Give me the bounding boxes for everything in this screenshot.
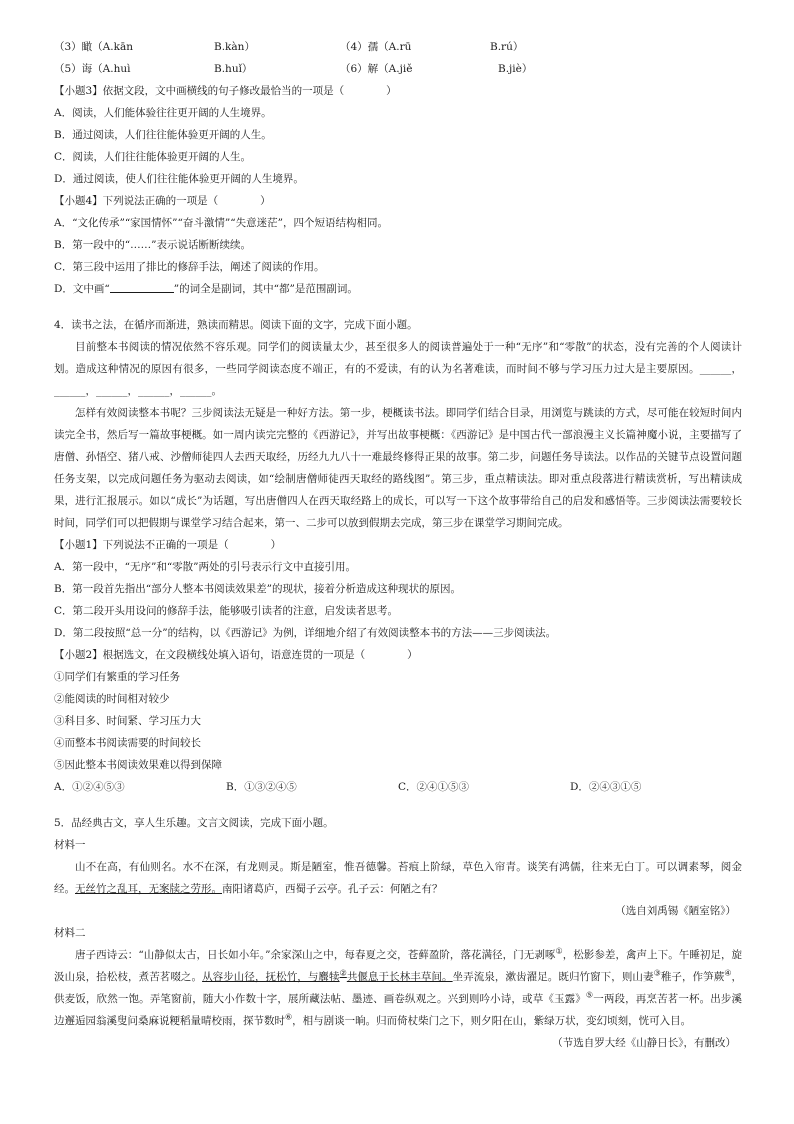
q4-option-c: C．第三段中运用了排比的修辞手法，阐述了阅读的作用。 bbox=[54, 261, 325, 273]
q3-option-d: D．通过阅读，使人们往往能体验更开阔的人生境界。 bbox=[54, 173, 304, 185]
material-2-text bbox=[54, 944, 742, 1032]
note-5: ⑤ bbox=[585, 990, 594, 1000]
q3-stem: 【小题3】依据文段，文中画横线的句子修改最恰当的一项是（ ） bbox=[54, 85, 397, 97]
material-1-title: 材料一 bbox=[54, 839, 86, 851]
s4-q2-item: ⑤因此整本书阅读效果难以得到保障 bbox=[54, 759, 222, 771]
pinyin-5a: （5）诲（A.huì bbox=[54, 63, 131, 75]
note-2: ② bbox=[339, 968, 347, 978]
pinyin-6b: B.jiè） bbox=[498, 63, 533, 75]
pinyin-6a: （6）解（A.jiě bbox=[340, 63, 413, 75]
pinyin-4a: （4）孺（A.rū bbox=[340, 41, 412, 53]
note-3: ③ bbox=[653, 968, 661, 978]
q4-option-b: B．第一段中的“……”表示说话断断续续。 bbox=[54, 239, 251, 251]
section-4-paragraph-2: 怎样有效阅读整本书呢？三步阅读法无疑是一种好方法。第一步，梗概读书法。即同学们结合目录，用浏览与跳读的方式，尽可能在较短时间内读完全书，然后写一篇故事梗概。如一周内读完完整的《西游记》，并写出故事梗概：《西游记》是中国古代一部浪漫主义长篇神魔小说，主要描写了唐僧、孙悟空、猪八戒、沙僧师徒四人去西天取经，历经九九八十一难最终修得正果的故事。第二步，问题任务导读法。以作品的关键节点设置问题任务支架，以完成问题任务为驱动去阅读，如“绘制唐僧师徒西天取经的路线图”。第三步，重点精读法。即对重点段落进行精读赏析，写出精读成果，进行汇报展示。如以“成长”为话题，写出唐僧四人在西天取经路上的成长，可以写一下这个故事带给自己的启发和感悟等。三步阅读法需要较长时间，同学们可以把假期与课堂学习结合起来，第一、二步可以放到假期去完成，第三步在课堂学习期间完成。 bbox=[54, 407, 742, 529]
material-2-text-a: 唐子西诗云：“山静似太古，日长如小年。”余家深山之中，每春夏之交，苍藓盈阶，落花满径，门无剥啄 bbox=[75, 949, 556, 961]
q3-option-b: B．通过阅读，人们往往能体验更开阔的人生。 bbox=[54, 129, 272, 141]
material-2-text-c: 坐弄流泉，漱齿濯足。既归竹窗下，则山妻 bbox=[452, 971, 654, 983]
material-1-underlined: 无丝竹之乱耳，无案牍之劳形。 bbox=[75, 883, 222, 895]
pinyin-3a: （3）瞰（A.kān bbox=[54, 41, 133, 53]
s4-q2-item: ②能阅读的时间相对较少 bbox=[54, 693, 170, 705]
s4-q1-option-d: D．第二段按照“总一分”的结构，以《西游记》为例，详细地介绍了有效阅读整本书的方法——三步阅读法。 bbox=[54, 627, 557, 639]
note-6: ⑥ bbox=[285, 1012, 293, 1022]
material-1-source: （选自刘禹锡《陋室铭》） bbox=[615, 905, 736, 917]
material-1-text-b: 南阳诸葛庐，西蜀子云亭。孔子云：何陋之有？ bbox=[222, 883, 443, 895]
s4-q2-option-d: D．②④③①⑤ bbox=[570, 781, 642, 793]
section-4-paragraph-1: 目前整本书阅读的情况依然不容乐观。同学们的阅读量太少，甚至很多人的阅读普遍处于一种“无序”和“零散”的状态，没有完善的个人阅读计划。造成这种情况的原因有很多，一些同学阅读态度不端正，有的不爱读，有的认为名著难读，而时间不够与学习压力过大是主要原因。______，______，______，______，______。 bbox=[54, 341, 742, 397]
pinyin-5b: B.huǐ） bbox=[214, 63, 253, 75]
note-4: ④ bbox=[724, 968, 732, 978]
material-1-text-a: 山不在高，有仙则名。水不在深，有龙则灵。斯是陋室，惟吾德馨。苔痕上阶绿，草色入帘青。谈笑有鸿儒，往来无白丁。可以调素琴，阅金经。 bbox=[54, 861, 742, 895]
material-2-underlined-1: 从容步山径，抚松竹，与麛犊 bbox=[202, 971, 340, 983]
material-2-text-e: ，供麦饭，欣然一饱。弄笔窗前，随大小作数十字，展所藏法帖、墨迹、画卷纵观之。兴到则吟小诗，或草《玉露》 bbox=[54, 971, 743, 1005]
q4-option-d-prefix: D．文中画“ bbox=[54, 283, 110, 295]
note-1: ① bbox=[555, 946, 563, 956]
s4-q2-stem: 【小题2】根据选文，在文段横线处填入语句，语意连贯的一项是（ ） bbox=[54, 649, 418, 661]
s4-q2-option-a: A．①②④⑤③ bbox=[54, 781, 125, 793]
material-2-text-b: ，松影参差，禽声上下。午睡初足，旋汲山泉，拾松枝，煮苦茗啜之。 bbox=[54, 949, 743, 983]
pinyin-3b: B.kàn） bbox=[214, 41, 255, 53]
s4-q2-item: ①同学们有繁重的学习任务 bbox=[54, 671, 180, 683]
s4-q2-option-b: B．①③②④⑤ bbox=[226, 781, 297, 793]
material-2-text-f: 一两段，再烹苦茗一杯。出步溪边邂逅园翁溪叟问桑麻说粳稻量晴校雨，探节数时 bbox=[54, 993, 743, 1027]
material-2-text-g: ，相与剧谈一晌。归而倚杖柴门之下，则夕阳在山，紫绿万状，变幻顷刻，恍可入目。 bbox=[292, 1015, 692, 1027]
q4-stem: 【小题4】下列说法正确的一项是（ ） bbox=[54, 195, 271, 207]
pinyin-4b: B.rú） bbox=[490, 41, 524, 53]
q4-option-d-suffix: ”的词全是副词，其中“都”是范围副词。 bbox=[173, 283, 358, 295]
s4-q2-options bbox=[54, 776, 742, 798]
q4-option-d bbox=[54, 278, 742, 300]
material-2-text-d: 稚子，作笋蕨 bbox=[660, 971, 725, 983]
material-2-title: 材料二 bbox=[54, 927, 86, 939]
s4-q2-item: ④而整本书阅读需要的时间较长 bbox=[54, 737, 201, 749]
s4-q1-option-b: B．第一段首先指出“部分人整本书阅读效果差”的现状，接着分析造成这种现状的原因。 bbox=[54, 583, 461, 595]
material-2-source: （节选自罗大经《山静日长》，有删改） bbox=[552, 1037, 736, 1049]
s4-q1-stem: 【小题1】下列说法不正确的一项是（ ） bbox=[54, 539, 282, 551]
s4-q1-option-c: C．第二段开头用设问的修辞手法，能够吸引读者的注意，启发读者思考。 bbox=[54, 605, 399, 617]
q3-option-a: A．阅读，人们能体验往往更开阔的人生境界。 bbox=[54, 107, 272, 119]
material-1-text bbox=[54, 856, 742, 900]
s4-q2-item: ③科目多、时间紧、学习压力大 bbox=[54, 715, 201, 727]
q4-option-a: A．“文化传承”“家国情怀”“奋斗激情”“失意迷茫”，四个短语结构相同。 bbox=[54, 217, 389, 229]
material-2-underlined-2: 共偃息于长林丰草间。 bbox=[346, 971, 453, 983]
section-4-heading: 4．读书之法，在循序而渐进，熟读而精思。阅读下面的文字，完成下面小题。 bbox=[54, 319, 418, 331]
section-5-heading: 5．品经典古文，享人生乐趣。文言文阅读，完成下面小题。 bbox=[54, 817, 334, 829]
q3-option-c: C．阅读，人们往往能体验更开阔的人生。 bbox=[54, 151, 252, 163]
worksheet-page bbox=[54, 36, 742, 1054]
underline-blank bbox=[110, 280, 174, 293]
s4-q1-option-a: A．第一段中，“无序”和“零散”两处的引号表示行文中直接引用。 bbox=[54, 561, 357, 573]
s4-q2-option-c: C．②④①⑤③ bbox=[398, 781, 470, 793]
pinyin-row bbox=[54, 36, 742, 58]
pinyin-row bbox=[54, 58, 742, 80]
